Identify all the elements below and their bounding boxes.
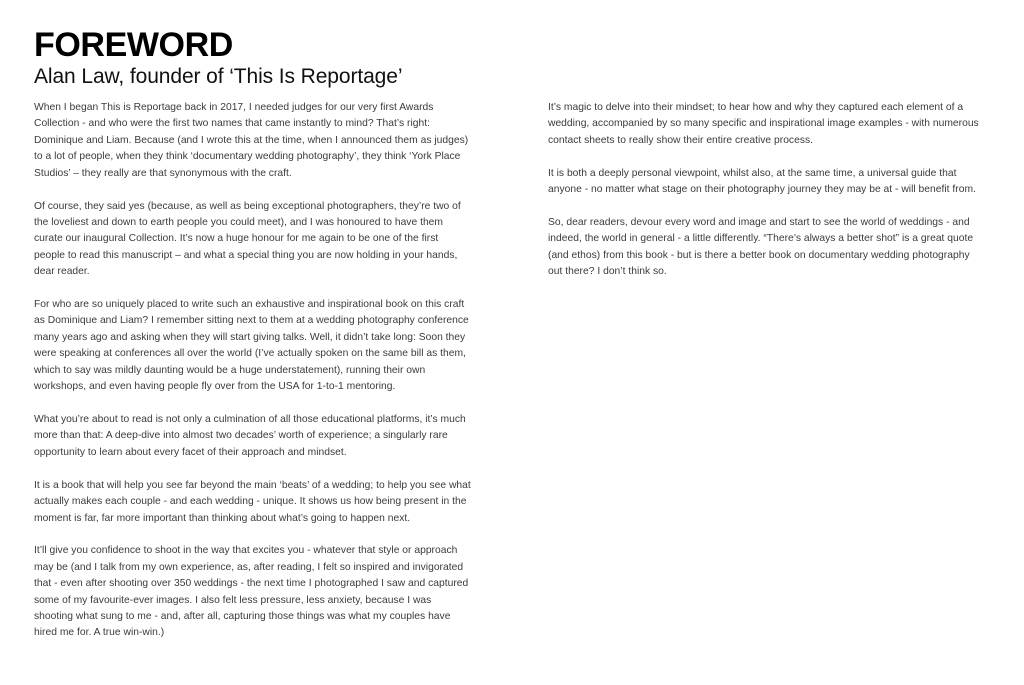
right-column — [548, 100, 986, 281]
page-header — [34, 28, 634, 89]
page-title: FOREWORD — [34, 26, 233, 64]
paragraph: It is a book that will help you see far beyond the main ‘beats’ of a wedding; to help you see what actually makes each couple - and each wedding - unique. It shows us how being present in the moment is far, far more important than thinking about what’s going to happen next. — [34, 479, 471, 524]
paragraph: So, dear readers, devour every word and image and start to see the world of weddings - and indeed, the world in general - a little differently. “There’s always a better shot” is a great quote (and ethos) from this book - but is there a better book on documentary wedding photography out there? I don’t think so. — [548, 217, 974, 278]
paragraph: For who are so uniquely placed to write such an exhaustive and inspirational book on this craft as Dominique and Liam? I remember sitting next to them at a wedding photography conference many years ago and asking when they will start giving talks. Well, it didn’t take long: Soon they were speaking at conferences all over the world (I’ve actually spoken on the same bill as them, which to say was mildly daunting would be a huge understatement), running their own workshops, and even having people fly over from the USA for 1-to-1 mentoring. — [34, 299, 469, 393]
left-column — [34, 100, 472, 642]
paragraph: When I began This is Reportage back in 2017, I needed judges for our very first Awards Collection - and who were the first two names that came instantly to mind? That’s right: Dominique and Liam. Because (and I wrote this at the time, when I announced them as judges) to a lot of people, when they think ‘documentary wedding photography’, they think ‘York Place Studios’ – they really are that synonymous with the craft. — [34, 102, 469, 179]
paragraph: What you’re about to read is not only a culmination of all those educational platforms, it’s much more than that: A deep-dive into almost two decades’ worth of experience; a singularly rare opportunity to learn about every facet of their approach and mindset. — [34, 414, 466, 458]
paragraph: It is both a deeply personal viewpoint, whilst also, at the same time, a universal guide that anyone - no matter what stage on their photography journey they may be at - will benefit from. — [548, 167, 976, 196]
paragraph: It’s magic to delve into their mindset; to hear how and why they captured each element of a wedding, accompanied by so many specific and inspirational image examples - with numerous contact sheets to really show their entire creative process. — [548, 102, 979, 146]
page-subtitle: Alan Law, founder of ‘This Is Reportage’ — [34, 65, 403, 88]
text-columns — [34, 100, 986, 642]
paragraph: Of course, they said yes (because, as well as being exceptional photographers, they’re two of the loveliest and down to earth people you could meet), and I was honoured to have them curate our inaugural Collection. It’s now a huge honour for me again to be one of the first people to read this manuscript – and what a special thing you are now holding in your hands, dear reader. — [34, 200, 461, 278]
paragraph: It’ll give you confidence to shoot in the way that excites you - whatever that style or approach may be (and I talk from my own experience, as, after reading, I felt so inspired and invigorated that - even after shooting over 350 weddings - the next time I photographed I saw and captured some of my favourite-ever images. I also felt less pressure, less anxiety, because I was shooting what sung to me - and, after all, capturing those things was what my couples have hired me for. A true win-win.) — [34, 545, 469, 639]
